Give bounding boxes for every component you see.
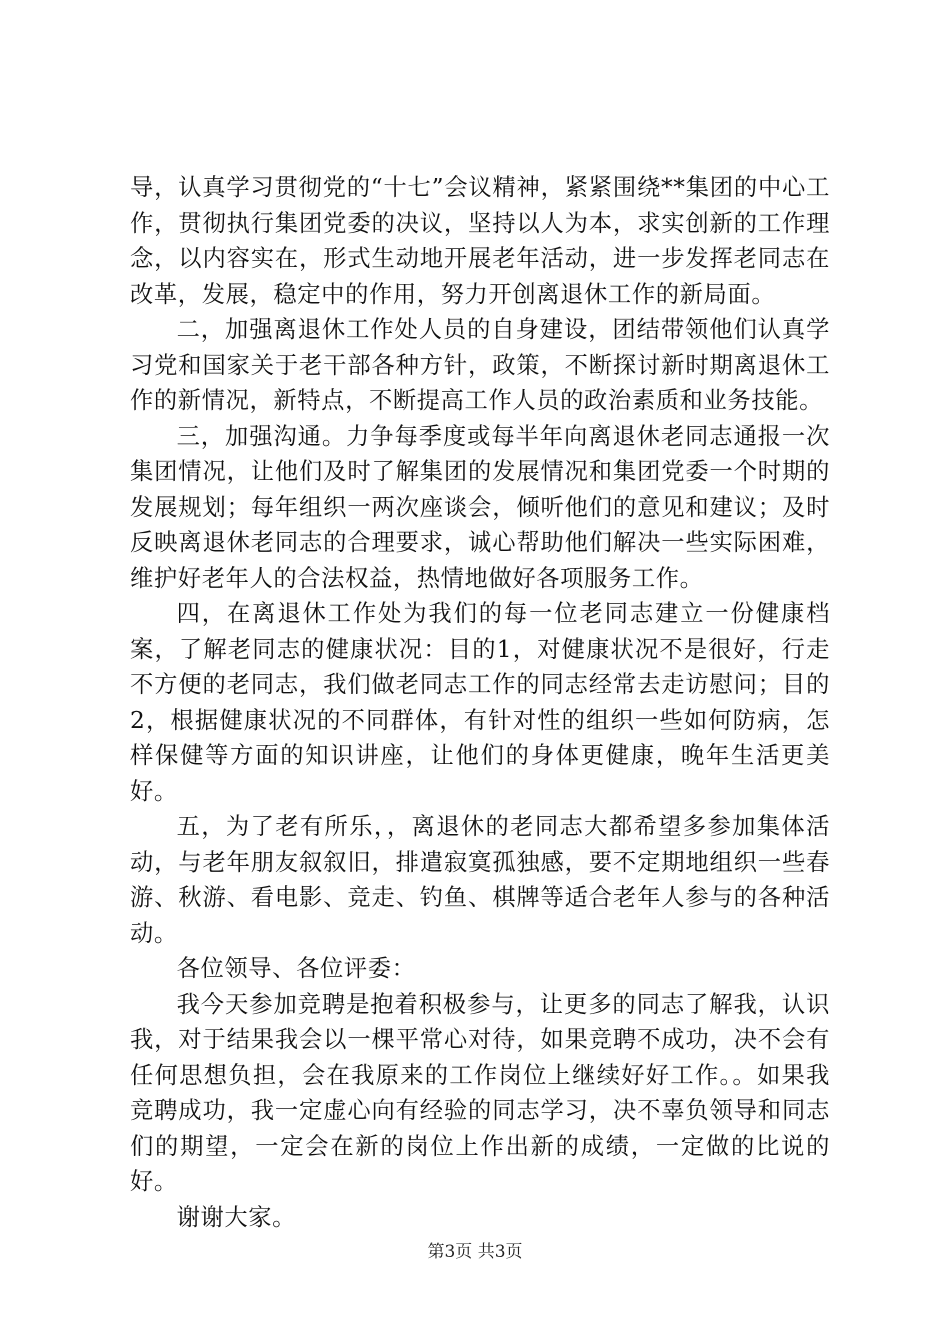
paragraph-intro-continuation: 导，认真学习贯彻党的“十七”会议精神，紧紧围绕**集团的中心工作，贯彻执行集团党委的决议，坚持以人为本，求实创新的工作理念，以内容实在，形式生动地开展老年活动，进一步发挥老同志在改革，发展，稳定中的作用，努力开创离退休工作的新局面。 [130,174,830,308]
paragraph-point-two: 二，加强离退休工作处人员的自身建设，团结带领他们认真学习党和国家关于老干部各种方针，政策，不断探讨新时期离退休工作的新情况，新特点，不断提高工作人员的政治素质和业务技能。 [130,316,830,414]
document-body [130,170,830,1235]
page-number-footer: 第3页 共3页 [427,1242,523,1262]
paragraph-salutation: 各位领导、各位评委： [176,955,416,982]
paragraph-closing-statement: 我今天参加竞聘是抱着积极参与，让更多的同志了解我，认识我，对于结果我会以一棵平常心对待，如果竞聘不成功，决不会有任何思想负担，会在我原来的工作岗位上继续好好工作。。如果我竞聘成功，我一定虚心向有经验的同志学习，决不辜负领导和同志们的期望，一定会在新的岗位上作出新的成绩，一定做的比说的好。 [130,990,830,1195]
paragraph-point-four: 四，在离退休工作处为我们的每一位老同志建立一份健康档案，了解老同志的健康状况：目的1，对健康状况不是很好，行走不方便的老同志，我们做老同志工作的同志经常去走访慰问；目的2，根据健康状况的不同群体，有针对性的组织一些如何防病，怎样保健等方面的知识讲座，让他们的身体更健康，晚年生活更美好。 [130,600,830,805]
paragraph-point-three: 三，加强沟通。力争每季度或每半年向离退休老同志通报一次集团情况，让他们及时了解集团的发展情况和集团党委一个时期的发展规划；每年组织一两次座谈会，倾听他们的意见和建议；及时反映离退休老同志的合理要求，诚心帮助他们解决一些实际困难，维护好老年人的合法权益，热情地做好各项服务工作。 [130,422,830,592]
paragraph-point-five: 五，为了老有所乐，，离退休的老同志大都希望多参加集体活动，与老年朋友叙叙旧，排遣寂寞孤独感，要不定期地组织一些春游、秋游、看电影、竞走、钓鱼、棋牌等适合老年人参与的各种活动。 [130,813,830,947]
paragraph-thanks: 谢谢大家。 [176,1203,297,1231]
